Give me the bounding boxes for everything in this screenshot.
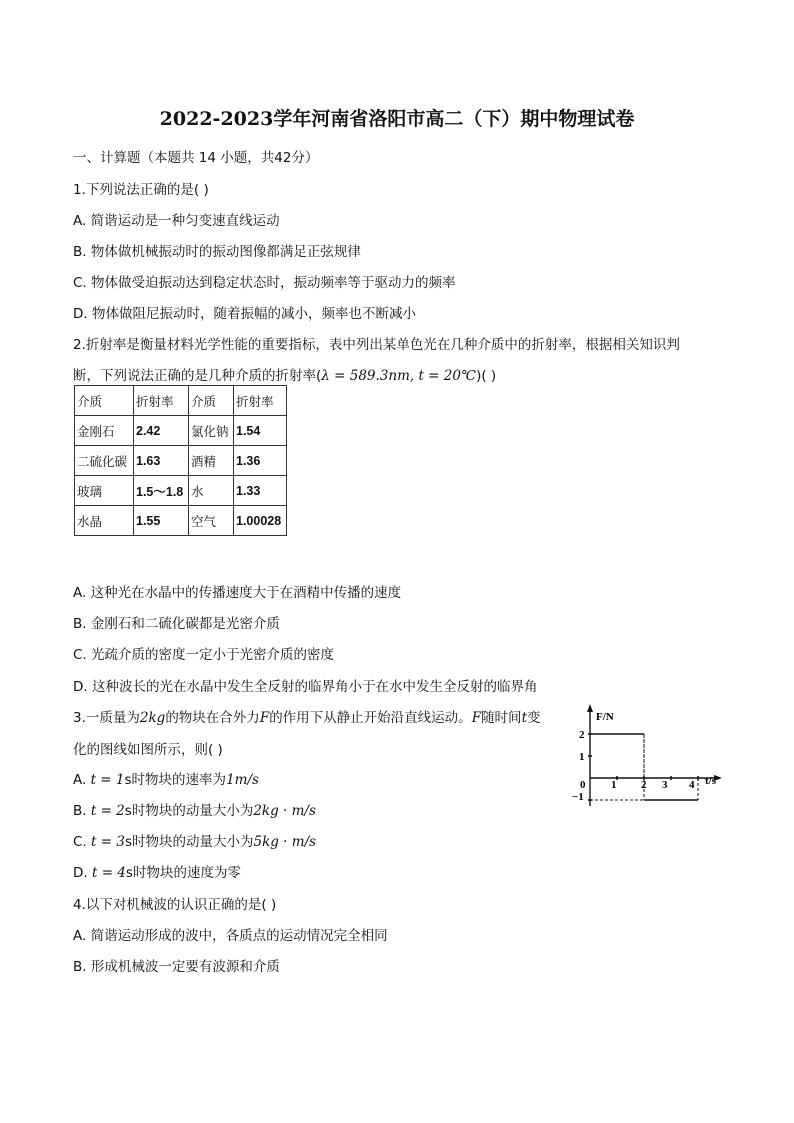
q2-stem-line2 xyxy=(73,364,496,384)
q2-stem-tail: )( ) xyxy=(476,368,497,384)
q4-option-a: A. 简谐运动形成的波中，各质点的运动情况完全相同 xyxy=(73,928,388,944)
q1-stem: 1.下列说法正确的是( ) xyxy=(73,182,209,198)
x-tick-label: 1 xyxy=(611,779,617,791)
refractive-index-table xyxy=(74,385,287,536)
table-cell: 1.5～1.8 xyxy=(134,476,189,506)
q3-math: F xyxy=(471,710,482,726)
q3-math: F xyxy=(259,710,270,726)
q2-stem-math: λ = 589.3nm, t = 20℃ xyxy=(321,368,477,384)
q3-text: 变 xyxy=(527,710,541,726)
q1-option-a: A. 简谐运动是一种匀变速直线运动 xyxy=(73,213,280,229)
table-cell: 水 xyxy=(189,476,234,506)
table-cell: 1.00028 xyxy=(234,506,287,536)
q1-option-b: B. 物体做机械振动时的振动图像都满足正弦规律 xyxy=(73,244,361,260)
q3-stem-line1 xyxy=(73,706,541,726)
q2-option-c: C. 光疏介质的密度一定小于光密介质的密度 xyxy=(73,647,335,663)
q3-text: s时物块的速率为 xyxy=(124,772,227,788)
q2-option-a: A. 这种光在水晶中的传播速度大于在酒精中传播的速度 xyxy=(73,585,402,601)
table-header: 折射率 xyxy=(134,386,189,416)
x-tick-label: 3 xyxy=(662,779,668,791)
table-cell: 1.63 xyxy=(134,446,189,476)
table-cell: 酒精 xyxy=(189,446,234,476)
table-row xyxy=(75,476,287,506)
q3-math: 2kg · m/s xyxy=(253,803,316,819)
table-cell: 氯化钠 xyxy=(189,416,234,446)
q4-stem: 4.以下对机械波的认识正确的是( ) xyxy=(73,897,277,913)
option-letter: D. xyxy=(73,865,92,881)
force-time-graph xyxy=(566,700,726,810)
table-row xyxy=(75,416,287,446)
x-axis-label: t/s xyxy=(705,775,716,787)
table-header-row xyxy=(75,386,287,416)
q3-option-b xyxy=(73,799,316,819)
q3-text: 的物块在合外力 xyxy=(165,710,260,726)
table-cell: 1.54 xyxy=(234,416,287,446)
q4-option-b: B. 形成机械波一定要有波源和介质 xyxy=(73,959,280,975)
q3-text: s时物块的动量大小为 xyxy=(124,834,254,850)
q3-math: 1m/s xyxy=(226,772,259,788)
q2-option-b: B. 金刚石和二硫化碳都是光密介质 xyxy=(73,616,280,632)
y-tick-label: 1 xyxy=(579,751,585,763)
x-tick-label: 2 xyxy=(641,779,647,791)
q2-option-d: D. 这种波长的光在水晶中发生全反射的临界角小于在水中发生全反射的临界角 xyxy=(73,679,538,695)
y-tick-label: −1 xyxy=(572,791,584,803)
q3-text: 的作用下从静止开始沿直线运动。 xyxy=(269,710,472,726)
y-tick-label: 2 xyxy=(579,729,585,741)
q3-math: t = 3 xyxy=(91,834,125,850)
table-header: 介质 xyxy=(189,386,234,416)
table-header: 介质 xyxy=(75,386,134,416)
table-cell: 2.42 xyxy=(134,416,189,446)
q3-stem-line2: 化的图线如图所示，则( ) xyxy=(73,742,223,758)
q3-option-c xyxy=(73,830,316,850)
table-cell: 玻璃 xyxy=(75,476,134,506)
q3-math: t = 1 xyxy=(90,772,125,788)
table-cell: 1.55 xyxy=(134,506,189,536)
table-cell: 金刚石 xyxy=(75,416,134,446)
table-cell: 1.33 xyxy=(234,476,287,506)
q3-text: 随时间 xyxy=(481,710,522,726)
option-letter: C. xyxy=(73,834,92,850)
table-header: 折射率 xyxy=(234,386,287,416)
q1-option-c: C. 物体做受迫振动达到稳定状态时，振动频率等于驱动力的频率 xyxy=(73,275,456,291)
q3-text: 3.一质量为 xyxy=(73,710,140,726)
q3-math: t = 2 xyxy=(90,803,125,819)
page-title: 2022-2023学年河南省洛阳市高二（下）期中物理试卷 xyxy=(159,108,635,130)
table-cell: 空气 xyxy=(189,506,234,536)
y-axis-label: F/N xyxy=(596,711,614,723)
table-row xyxy=(75,446,287,476)
table-cell: 1.36 xyxy=(234,446,287,476)
q3-text: s时物块的动量大小为 xyxy=(124,803,254,819)
x-tick-label: 0 xyxy=(580,779,586,791)
table-row xyxy=(75,506,287,536)
option-letter: A. xyxy=(73,772,91,788)
q3-math: 2kg xyxy=(139,710,166,726)
q3-option-a xyxy=(73,768,259,788)
table-cell: 二硫化碳 xyxy=(75,446,134,476)
q2-stem-text: 断，下列说法正确的是几种介质的折射率( xyxy=(73,368,322,384)
q3-option-d xyxy=(73,861,241,881)
q1-option-d: D. 物体做阻尼振动时，随着振幅的减小，频率也不断减小 xyxy=(73,306,416,322)
q3-text: s时物块的速度为零 xyxy=(125,865,241,881)
q2-stem-line1: 2.折射率是衡量材料光学性能的重要指标，表中列出某单色光在几种介质中的折射率，根据相关知识判 xyxy=(73,337,680,353)
x-tick-label: 4 xyxy=(689,779,695,791)
table-cell: 水晶 xyxy=(75,506,134,536)
q3-math: t xyxy=(521,710,527,726)
q3-math: 5kg · m/s xyxy=(253,834,317,850)
q3-math: t = 4 xyxy=(91,865,126,881)
option-letter: B. xyxy=(73,803,91,819)
section-heading: 一、计算题（本题共 14 小题，共42分） xyxy=(73,150,319,166)
